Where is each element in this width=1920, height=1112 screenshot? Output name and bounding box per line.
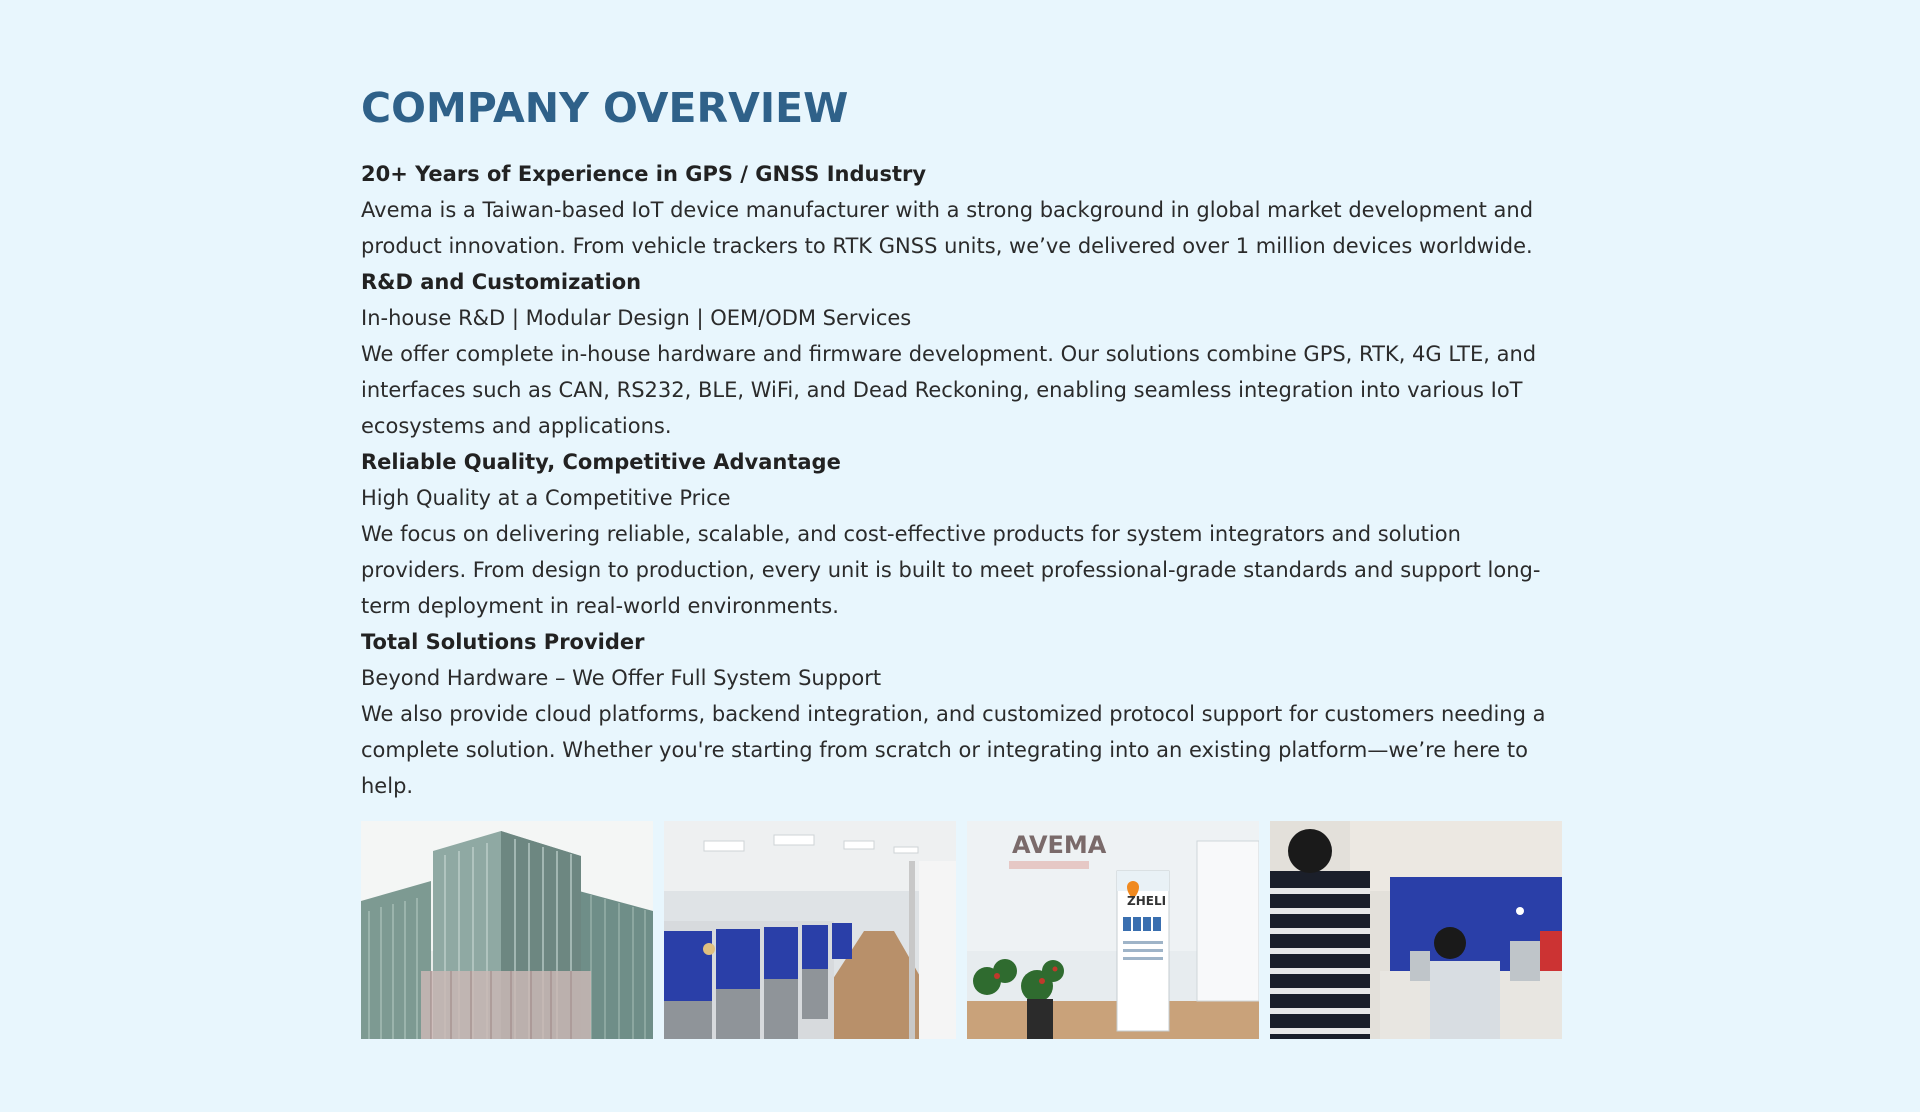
- section-paragraph: We focus on delivering reliable, scalable, and cost-effective products for system integrators and solution providers. From design to production, every unit is built to meet professional-grade standards and support long-term deployment in real-world environments.: [361, 522, 1541, 618]
- section-heading-solutions: Total Solutions Provider: [361, 630, 645, 654]
- company-overview-section: [361, 80, 1561, 804]
- section-heading-rnd: R&D and Customization: [361, 270, 642, 294]
- section-subheading: High Quality at a Competitive Price: [361, 486, 731, 510]
- workstation-photo: [1270, 821, 1562, 1039]
- lobby-photo: [967, 821, 1259, 1039]
- logo-text: AVEMA: [1012, 831, 1107, 859]
- section-subheading: Beyond Hardware – We Offer Full System Support: [361, 666, 882, 690]
- overview-text: [361, 156, 1561, 804]
- photo-gallery: [361, 821, 1562, 1039]
- building-photo: [361, 821, 653, 1039]
- banner-text: ZHELI: [1127, 894, 1167, 908]
- section-paragraph: Avema is a Taiwan-based IoT device manufacturer with a strong background in global market development and product innovation. From vehicle trackers to RTK GNSS units, we’ve delivered over 1 million devices worldwide.: [361, 198, 1534, 258]
- office-interior-photo: [664, 821, 956, 1039]
- page-title: COMPANY OVERVIEW: [361, 84, 849, 132]
- section-paragraph: We also provide cloud platforms, backend integration, and customized protocol support for customers needing a complete solution. Whether you're starting from scratch or integrating into an existing platform—we’re here to help.: [361, 702, 1546, 798]
- section-heading-experience: 20+ Years of Experience in GPS / GNSS Industry: [361, 162, 927, 186]
- section-subheading: In-house R&D | Modular Design | OEM/ODM Services: [361, 306, 912, 330]
- section-paragraph: We offer complete in-house hardware and firmware development. Our solutions combine GPS, RTK, 4G LTE, and interfaces such as CAN, RS232, BLE, WiFi, and Dead Reckoning, enabling seamless integration into various IoT ecosystems and applications.: [361, 342, 1537, 438]
- section-heading-quality: Reliable Quality, Competitive Advantage: [361, 450, 841, 474]
